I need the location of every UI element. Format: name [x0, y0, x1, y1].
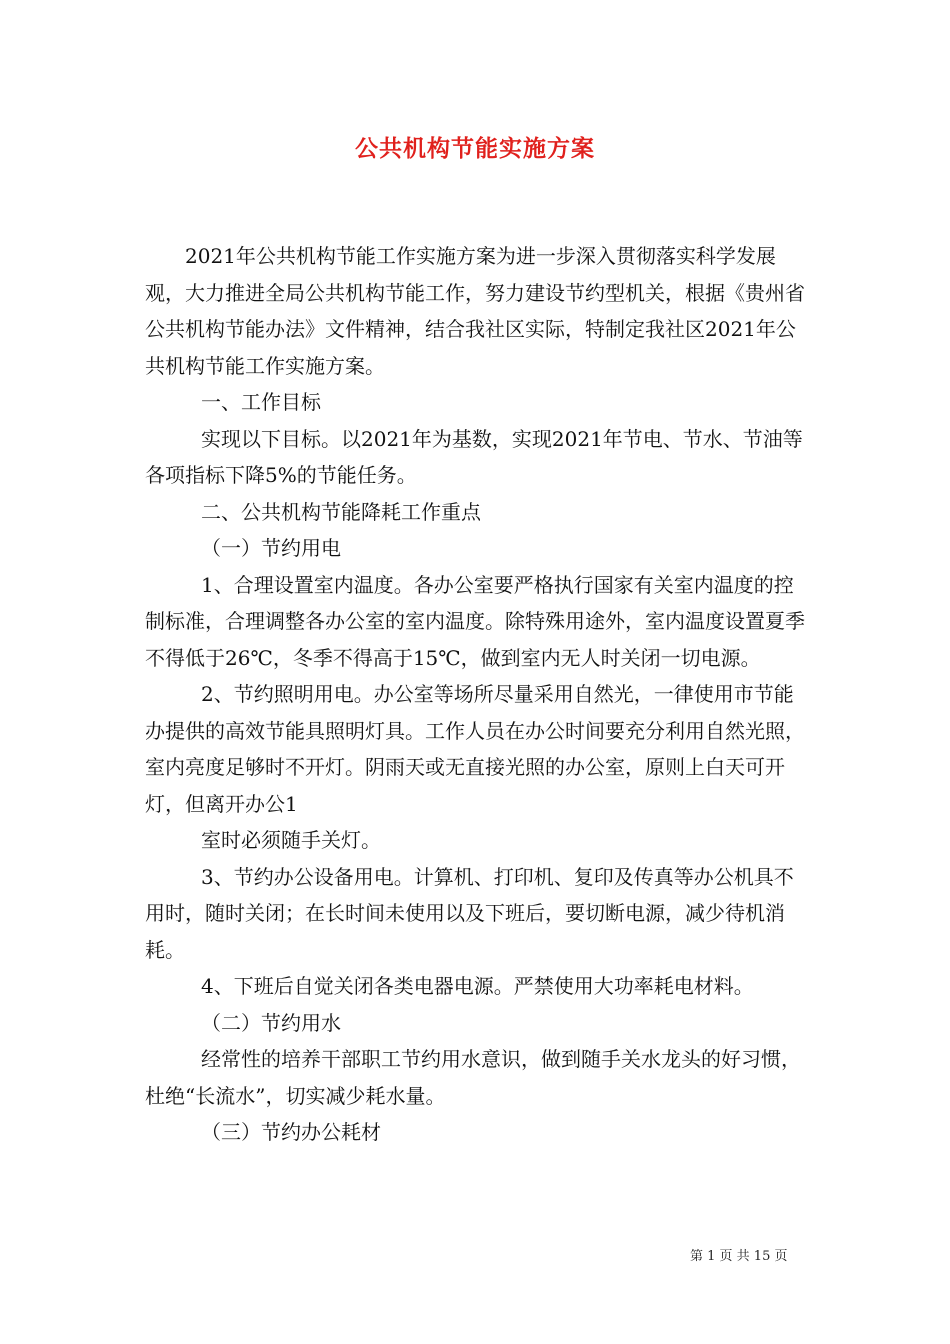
page-indicator: 第 1 页 共 15 页 — [690, 1249, 788, 1264]
goals-paragraph: 实现以下目标。以2021年为基数，实现2021年节电、节水、节油等各项指标下降5%的节能任务。 — [145, 426, 803, 487]
section-heading-goals: 一、工作目标 — [201, 390, 321, 414]
item-paragraph-appliances: 4、下班后自觉关闭各类电器电源。严禁使用大功率耗电材料。 — [201, 974, 754, 998]
item-paragraph-equipment: 3、节约办公设备用电。计算机、打印机、复印及传真等办公机具不用时，随时关闭；在长时间未使用以及下班后，要切断电源，减少待机消耗。 — [145, 864, 794, 962]
water-paragraph: 经常性的培养干部职工节约用水意识，做到随手关水龙头的好习惯，杜绝“长流水”，切实减少耗水量。 — [145, 1047, 801, 1108]
subsection-heading-supplies: （三）节约办公耗材 — [201, 1120, 381, 1144]
lighting-continuation: 室时必须随手关灯。 — [201, 828, 381, 852]
subsection-heading-water: （二）节约用水 — [201, 1010, 341, 1035]
item-paragraph-lighting: 2、节约照明用电。办公室等场所尽量采用自然光，一律使用市节能办提供的高效节能具照明灯具。工作人员在办公时间要充分利用自然光照，室内亮度足够时不开灯。阴雨天或无直接光照的办公室，原则上白天可开灯，但离开办公1 — [145, 682, 805, 816]
section-heading-focus: 二、公共机构节能降耗工作重点 — [201, 499, 481, 524]
subsection-heading-electricity: （一）节约用电 — [201, 536, 341, 560]
document-title: 公共机构节能实施方案 — [355, 135, 595, 162]
document-body — [145, 238, 807, 1151]
intro-paragraph: 2021年公共机构节能工作实施方案为进一步深入贯彻落实科学发展观，大力推进全局公共机构节能工作，努力建设节约型机关，根据《贵州省公共机构节能办法》文件精神，结合我社区实际，特制定我社区2021年公共机构节能工作实施方案。 — [145, 244, 805, 378]
item-paragraph-temperature: 1、合理设置室内温度。各办公室要严格执行国家有关室内温度的控制标准，合理调整各办公室的室内温度。除特殊用途外，室内温度设置夏季不得低于26℃，冬季不得高于15℃，做到室内无人时关闭一切电源。 — [145, 572, 805, 670]
